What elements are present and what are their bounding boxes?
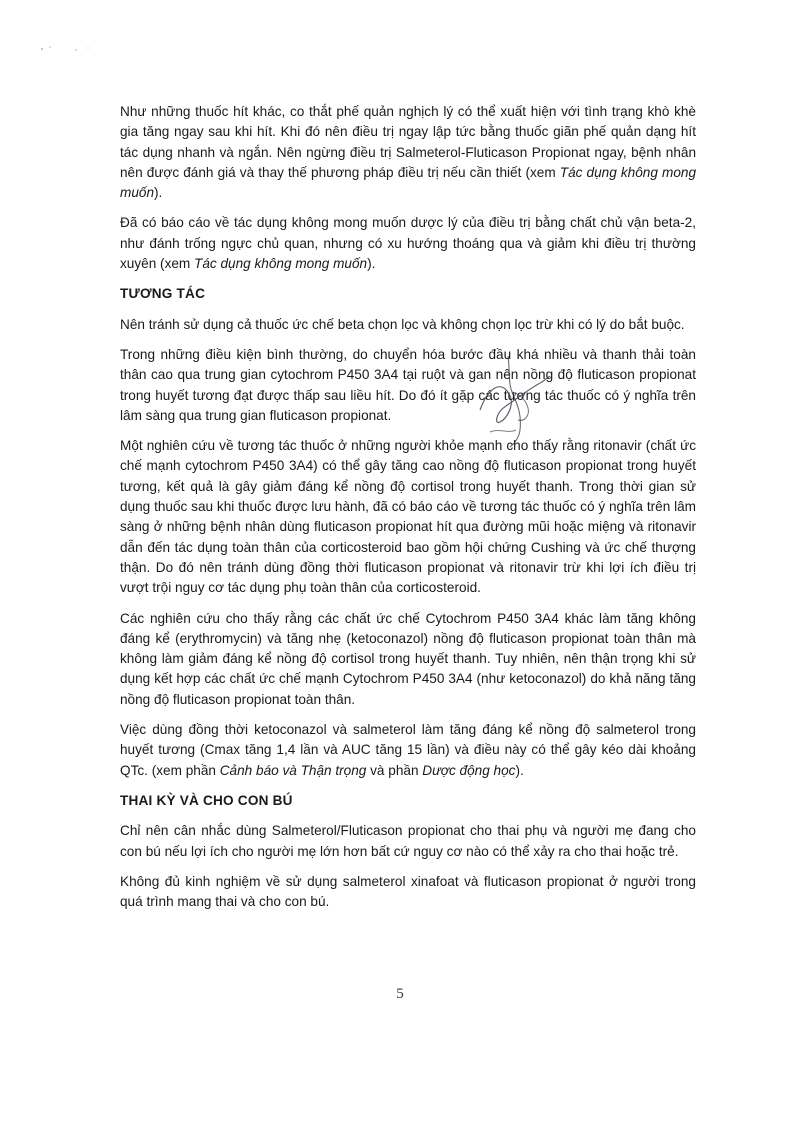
- paragraph: [120, 720, 696, 781]
- paragraph: [120, 872, 696, 913]
- handwritten-signature: [450, 348, 580, 448]
- paragraph: [120, 102, 696, 203]
- document-body: [120, 102, 696, 922]
- text-run: Không đủ kinh nghiệm về sử dụng salmeterol xinafoat và fluticason propionat ở người trong quá trình mang thai và cho con bú.: [120, 873, 696, 910]
- text-run: ).: [154, 185, 163, 201]
- text-run: Việc dùng đồng thời ketoconazol và salmeterol làm tăng đáng kể nồng độ salmeterol trong huyết tương (Cmax tăng 1,4 lần và AUC tăng 15 lần) và điều này có thể gây kéo dài khoảng QTc. (xem phần: [120, 722, 696, 778]
- text-run: Các nghiên cứu cho thấy rằng các chất ức chế Cytochrom P450 3A4 khác làm tăng không đáng kể (erythromycin) và tăng nhẹ (ketoconazol) nồng độ fluticason propionat toàn thân mà không làm giảm đáng kể nồng độ cortisol trong huyết thanh. Tuy nhiên, nên thận trọng khi sử dụng kết hợp các chất ức chế mạnh Cytochrom P450 3A4 (như ketoconazol) do khả năng tăng nồng độ fluticason propionat toàn thân.: [120, 610, 696, 707]
- scan-specks: [40, 44, 100, 54]
- italic-reference: Cảnh báo và Thận trọng: [219, 762, 367, 778]
- paragraph: [120, 609, 696, 710]
- paragraph: [120, 345, 696, 426]
- paragraph: [120, 315, 696, 335]
- section-heading: THAI KỲ VÀ CHO CON BÚ: [120, 792, 293, 808]
- paragraph: [120, 821, 696, 862]
- text-run: Như những thuốc hít khác, co thắt phế quản nghịch lý có thể xuất hiện với tình trạng khò khè gia tăng ngay sau khi hít. Khi đó nên điều trị ngay lập tức bằng thuốc giãn phế quản dạng hít tác dụng nhanh và ngắn. Nên ngừng điều trị Salmeterol-Fluticason Propionat ngay, bệnh nhân nên được đánh giá và thay thế phương pháp điều trị nếu cần thiết (xem: [120, 104, 696, 180]
- text-run: Đã có báo cáo về tác dụng không mong muốn dược lý của điều trị bằng chất chủ vận beta-2, như đánh trống ngực chủ quan, nhưng có xu hướng thoáng qua và giảm khi điều trị thường xuyên (xem: [120, 215, 696, 272]
- paragraph: [120, 213, 696, 274]
- text-run: ).: [367, 256, 376, 272]
- italic-reference: Tác dụng không mong muốn: [120, 164, 696, 201]
- text-run: Một nghiên cứu về tương tác thuốc ở những người khỏe mạnh cho thấy rằng ritonavir (chất ức chế mạnh cytochrom P450 3A4) có thể gây tăng cao nồng độ fluticason propionat trong huyết tương, kết quả là gây giảm đáng kể nồng độ cortisol trong huyết thanh. Trong thời gian sử dụng thuốc sau khi thuốc được lưu hành, đã có báo cáo về tương tác thuốc có ý nghĩa trên lâm sàng ở những bệnh nhân dùng fluticason propionat hít qua đường mũi hoặc miệng và ritonavir dẫn đến tác dụng toàn thân của corticosteroid bao gồm hội chứng Cushing và ức chế thượng thận. Do đó nên tránh dùng đồng thời fluticason propionat và ritonavir trừ khi lợi ích điều trị vượt trội nguy cơ tác dụng phụ toàn thân của corticosteroid.: [120, 438, 696, 596]
- text-run: Nên tránh sử dụng cả thuốc ức chế beta chọn lọc và không chọn lọc trừ khi có lý do bắt buộc.: [120, 316, 685, 332]
- paragraph: [120, 436, 696, 598]
- italic-reference: Dược động học: [422, 762, 516, 778]
- italic-reference: Tác dụng không mong muốn: [194, 256, 368, 272]
- text-run: và phần: [366, 762, 423, 778]
- text-run: Chỉ nên cân nhắc dùng Salmeterol/Fluticason propionat cho thai phụ và người mẹ đang cho con bú nếu lợi ích cho người mẹ lớn hơn bất cứ nguy cơ nào có thể xảy ra cho thai hoặc trẻ.: [120, 823, 696, 859]
- text-run: Trong những điều kiện bình thường, do chuyển hóa bước đầu khá nhiều và thanh thải toàn thân cao qua trung gian cytochrom P450 3A4 tại ruột và gan nên nồng độ fluticason propionat trong huyết tương đạt được thấp sau liều hít. Do đó ít gặp các tương tác thuốc có ý nghĩa trên lâm sàng qua trung gian fluticason propionat.: [120, 346, 696, 423]
- page-number: 5: [396, 986, 404, 1002]
- section-heading: TƯƠNG TÁC: [120, 286, 206, 302]
- text-run: ).: [515, 762, 524, 778]
